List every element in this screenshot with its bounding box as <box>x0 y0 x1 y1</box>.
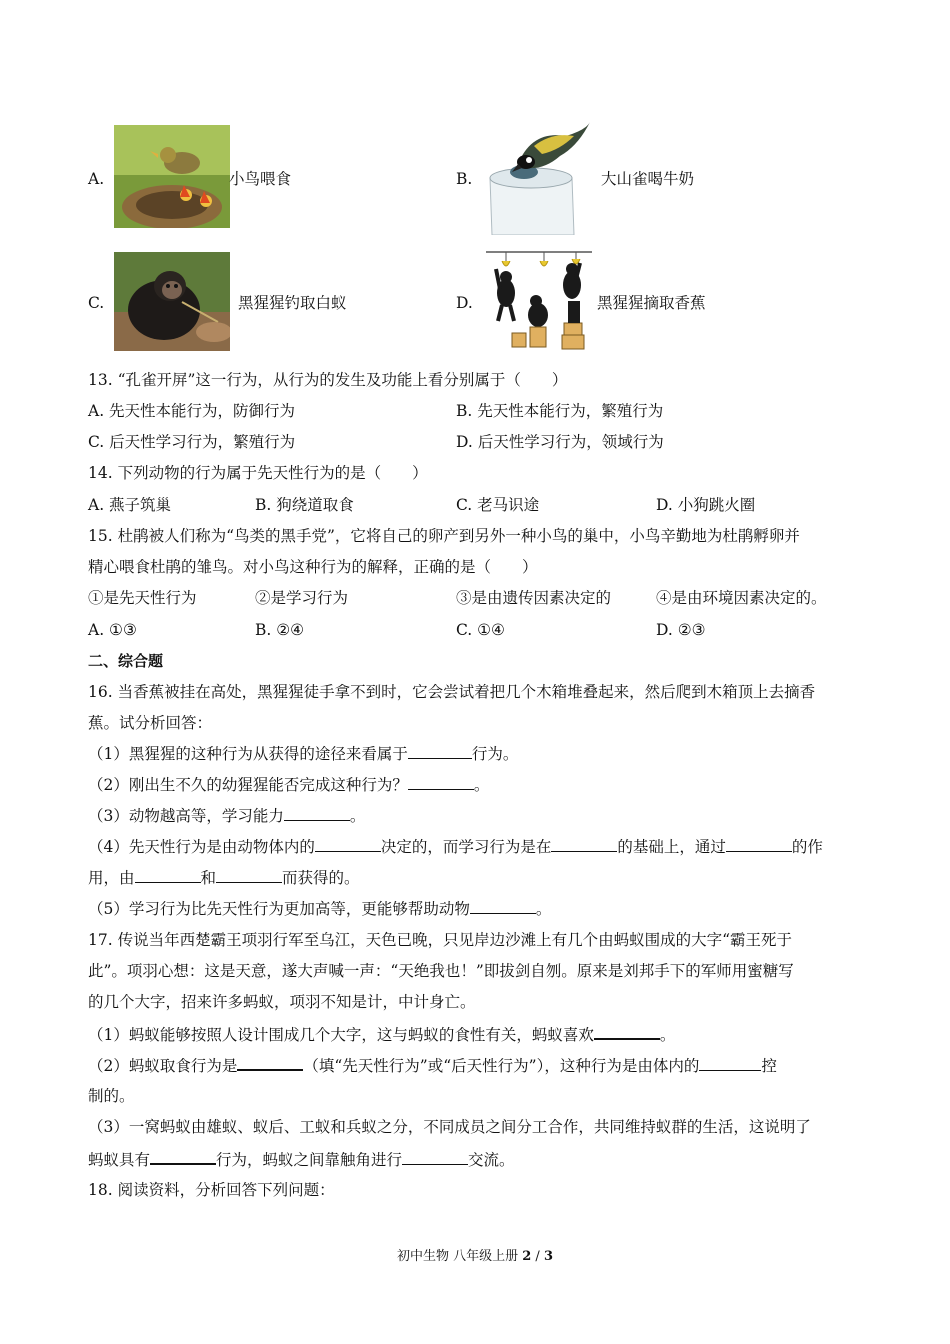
q16-part4-text-f: 和 <box>200 869 217 887</box>
q16-blank-5[interactable] <box>551 837 617 852</box>
q18-stem: 18. 阅读资料，分析回答下列问题： <box>88 1181 335 1199</box>
q16-blank-7[interactable] <box>135 868 201 883</box>
q17-blank-5[interactable] <box>402 1150 468 1165</box>
q15-statement-2: ②是学习行为 <box>255 589 349 607</box>
q16-part1-text: （1）黑猩猩的这种行为从获得的途径来看属于 <box>88 745 408 763</box>
footer-total-pages: 3 <box>543 1249 553 1264</box>
q16-blank-9[interactable] <box>470 899 536 914</box>
option-b-letter: B. <box>456 170 473 188</box>
q16-part5-text: （5）学习行为比先天性行为更加高等，更能够帮助动物 <box>88 900 470 918</box>
q14-option-a: A. 燕子筑巢 <box>88 496 172 514</box>
q14-option-b: B. 狗绕道取食 <box>255 496 354 514</box>
q14-stem: 14. 下列动物的行为属于先天性行为的是（ ） <box>88 464 428 482</box>
page-footer <box>0 1248 950 1266</box>
q17-blank-2[interactable] <box>237 1055 303 1071</box>
q16-part1 <box>88 744 518 764</box>
q15-statement-3: ③是由遗传因素决定的 <box>456 589 612 607</box>
q17-blank-1[interactable] <box>594 1024 660 1040</box>
q16-part4-text-b: 决定的，而学习行为是在 <box>380 838 552 856</box>
q15-option-d: D. ②③ <box>656 621 706 639</box>
q16-part3-tail: 。 <box>349 807 366 825</box>
q14-option-d: D. 小狗跳火圈 <box>656 496 756 514</box>
q16-part4-text-c: 的基础上，通过 <box>617 838 726 856</box>
q17-part1-text: （1）蚂蚁能够按照人设计围成几个大字，这与蚂蚁的食性有关，蚂蚁喜欢 <box>88 1026 594 1044</box>
footer-subject: 初中生物 八年级上册 <box>396 1249 523 1264</box>
q16-part4-line2 <box>88 868 360 888</box>
q16-part4-text-d: 的作 <box>791 838 823 856</box>
q16-part4-text-g: 而获得的。 <box>282 869 360 887</box>
q15-option-c: C. ①④ <box>456 621 505 639</box>
q15-stem-line1: 15. 杜鹃被人们称为“鸟类的黑手党”，它将自己的卵产到另外一种小鸟的巢中，小鸟辛勤地为杜鹃孵卵并 <box>88 527 800 545</box>
q16-part4-line1 <box>88 837 823 857</box>
option-a-letter: A. <box>88 170 105 188</box>
q16-blank-4[interactable] <box>315 837 381 852</box>
q16-part3-text: （3）动物越高等，学习能力 <box>88 807 284 825</box>
q16-part2-tail: 。 <box>473 776 490 794</box>
q17-part3-text-c: 行为，蚂蚁之间靠触角进行 <box>216 1151 403 1169</box>
bird-feeding-image <box>114 125 230 228</box>
q16-part4-text-a: （4）先天性行为是由动物体内的 <box>88 838 315 856</box>
q13-option-d: D. 后天性学习行为，领域行为 <box>456 433 664 451</box>
q17-stem-line3: 的几个大字，招来许多蚂蚁，项羽不知是计，中计身亡。 <box>88 993 476 1011</box>
q17-part1 <box>88 1024 675 1045</box>
q13-option-c: C. 后天性学习行为，繁殖行为 <box>88 433 296 451</box>
q17-stem-line1: 17. 传说当年西楚霸王项羽行军至乌江，天色已晚，只见岸边沙滩上有几个由蚂蚁围成的大字“霸王死于 <box>88 931 793 949</box>
q15-stem-line2: 精心喂食杜鹃的雏鸟。对小鸟这种行为的解释，正确的是（ ） <box>88 558 538 576</box>
section-title: 二、综合题 <box>88 652 164 670</box>
q16-part2 <box>88 775 489 795</box>
option-b-caption: 大山雀喝牛奶 <box>601 170 695 188</box>
tit-drinking-milk-image <box>482 120 594 235</box>
option-a-caption: 小鸟喂食 <box>229 170 292 188</box>
q13-option-a: A. 先天性本能行为，防御行为 <box>88 402 296 420</box>
q17-stem-line2: 此”。项羽心想：这是天意，遂大声喊一声：“天绝我也！”即拔剑自刎。原来是刘邦手下的军师用蜜糖写 <box>88 962 794 980</box>
q17-blank-4[interactable] <box>150 1149 216 1165</box>
q16-part1-tail: 行为。 <box>471 745 519 763</box>
q17-part1-tail: 。 <box>659 1026 676 1044</box>
option-c-letter: C. <box>88 294 105 312</box>
q17-part2-text-a: （2）蚂蚁取食行为是 <box>88 1057 238 1075</box>
q16-stem-line2: 蕉。试分析回答： <box>88 714 213 732</box>
q14-option-c: C. 老马识途 <box>456 496 540 514</box>
q15-option-a: A. ①③ <box>88 621 137 639</box>
q16-part5-tail: 。 <box>535 900 552 918</box>
q17-part3-text-d: 交流。 <box>468 1151 515 1169</box>
q16-blank-1[interactable] <box>408 744 472 759</box>
q15-statement-1: ①是先天性行为 <box>88 589 197 607</box>
q16-blank-2[interactable] <box>408 775 474 790</box>
q16-stem-line1: 16. 当香蕉被挂在高处，黑猩猩徒手拿不到时，它会尝试着把几个木箱堆叠起来，然后爬到木箱顶上去摘香 <box>88 683 816 701</box>
q16-blank-8[interactable] <box>216 868 282 883</box>
q17-blank-3[interactable] <box>699 1056 761 1071</box>
q17-part3-line2 <box>88 1149 515 1170</box>
q13-option-b: B. 先天性本能行为，繁殖行为 <box>456 402 664 420</box>
q17-part3-line1: （3）一窝蚂蚁由雄蚁、蚁后、工蚁和兵蚁之分，不同成员之间分工合作，共同维持蚁群的生活，这说明了 <box>88 1118 811 1136</box>
q15-option-b: B. ②④ <box>255 621 305 639</box>
q16-part5 <box>88 899 551 919</box>
chimpanzee-fishing-termites-image <box>114 252 230 351</box>
q13-stem: 13. “孔雀开屏”这一行为，从行为的发生及功能上看分别属于（ ） <box>88 371 568 389</box>
footer-separator: / <box>531 1249 544 1264</box>
q16-part4-text-e: 用，由 <box>88 869 135 887</box>
option-d-letter: D. <box>456 294 473 312</box>
q16-part3 <box>88 806 365 826</box>
q15-statement-4: ④是由环境因素决定的。 <box>656 589 827 607</box>
q17-part2-line1 <box>88 1055 777 1076</box>
option-c-caption: 黑猩猩钓取白蚁 <box>238 294 347 312</box>
q17-part3-text-b: 蚂蚁具有 <box>88 1151 151 1169</box>
q16-blank-3[interactable] <box>284 806 350 821</box>
option-d-caption: 黑猩猩摘取香蕉 <box>597 294 706 312</box>
q17-part2-text-c: 控 <box>761 1057 777 1075</box>
chimpanzee-picking-bananas-image <box>484 249 594 353</box>
q17-part2-line2: 制的。 <box>88 1087 135 1105</box>
q17-part2-text-b: （填“先天性行为”或“后天性行为”），这种行为是由体内的 <box>303 1057 700 1075</box>
footer-page-number: 2 <box>522 1249 532 1264</box>
q16-blank-6[interactable] <box>726 837 792 852</box>
q16-part2-text: （2）刚出生不久的幼猩猩能否完成这种行为？ <box>88 776 408 794</box>
